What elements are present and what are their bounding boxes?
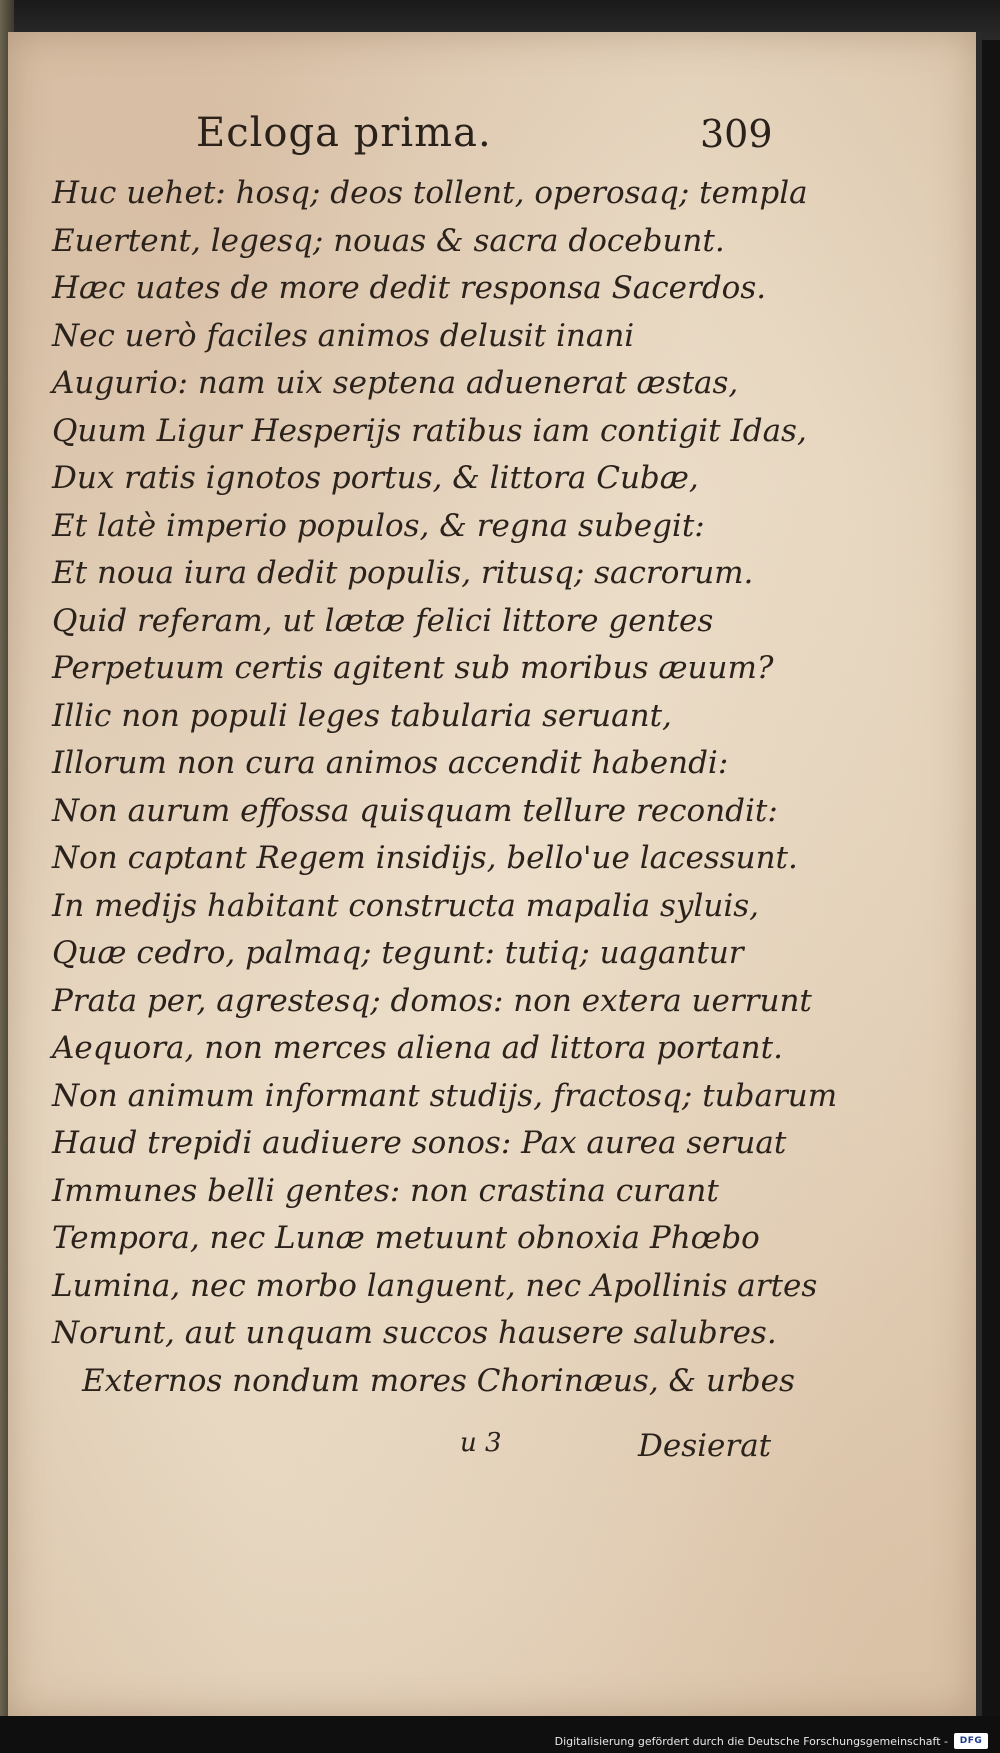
verse-line-indented: Externos nondum mores Chorinæus, & urbes [82,1362,795,1399]
page-header [8,110,976,170]
credit-bar [0,1716,1000,1753]
page-number: 309 [700,112,773,156]
verse-line: Illorum non cura animos accendit habendi: [52,745,729,781]
verse-line: Hæc uates de more dedit responsa Sacerdos. [52,270,767,306]
verse-line: Quid referam, ut lætæ felici littore gentes [52,602,714,639]
catchword: Desierat [638,1428,772,1464]
verse-line: Aequora, non merces aliena ad littora portant. [52,1030,783,1066]
dfg-logo-icon [954,1733,988,1749]
verse-line: In medijs habitant constructa mapalia syluis, [52,887,760,924]
verse-line: Augurio: nam uix septena aduenerat æstas, [52,365,739,401]
verse-line: Illic non populi leges tabularia seruant, [52,697,672,734]
verse-line: Non captant Regem insidijs, bello'ue lacessunt. [52,840,798,876]
verse-line: Non animum informant studijs, fractosq; tubarum [52,1077,838,1114]
verse-line: Et latè imperio populos, & regna subegit: [52,507,705,544]
verse-line: Prata per, agrestesq; domos: non extera uerrunt [52,982,812,1019]
dfg-logo-text: DFG [959,1736,983,1746]
verse-line: Euertent, legesq; nouas & sacra docebunt. [52,222,725,259]
verse-line: Immunes belli gentes: non crastina curant [52,1172,719,1209]
signature-mark: u 3 [460,1428,502,1458]
page-footer [8,1428,976,1478]
verse-line: Huc uehet: hosq; deos tollent, operosaq; templa [52,175,808,211]
verse-line: Perpetuum certis agitent sub moribus æuum? [52,650,774,686]
verse-line: Non aurum effossa quisquam tellure recondit: [52,792,778,829]
book-page [8,32,982,1716]
verse-line: Haud trepidi audiuere sonos: Pax aurea seruat [52,1125,787,1161]
verse-line: Norunt, aut unquam succos hausere salubres. [52,1315,777,1351]
verse-line: Tempora, nec Lunæ metuunt obnoxia Phœbo [52,1220,760,1256]
verse-line: Quæ cedro, palmaq; tegunt: tutiq; uagantur [52,935,744,971]
verse-line: Et noua iura dedit populis, ritusq; sacrorum. [52,555,754,591]
verse-line: Dux ratis ignotos portus, & littora Cubæ, [52,460,699,496]
verse-line: Nec uerò faciles animos delusit inani [52,317,635,354]
verse-line: Quum Ligur Hesperijs ratibus iam contigit Idas, [52,412,807,449]
verse-line: Lumina, nec morbo languent, nec Apollinis artes [52,1267,818,1304]
verse-block [52,170,932,1405]
running-title: Ecloga prima. [196,110,492,156]
funding-credit: Digitalisierung gefördert durch die Deutsche Forschungsgemeinschaft - [554,1735,948,1748]
